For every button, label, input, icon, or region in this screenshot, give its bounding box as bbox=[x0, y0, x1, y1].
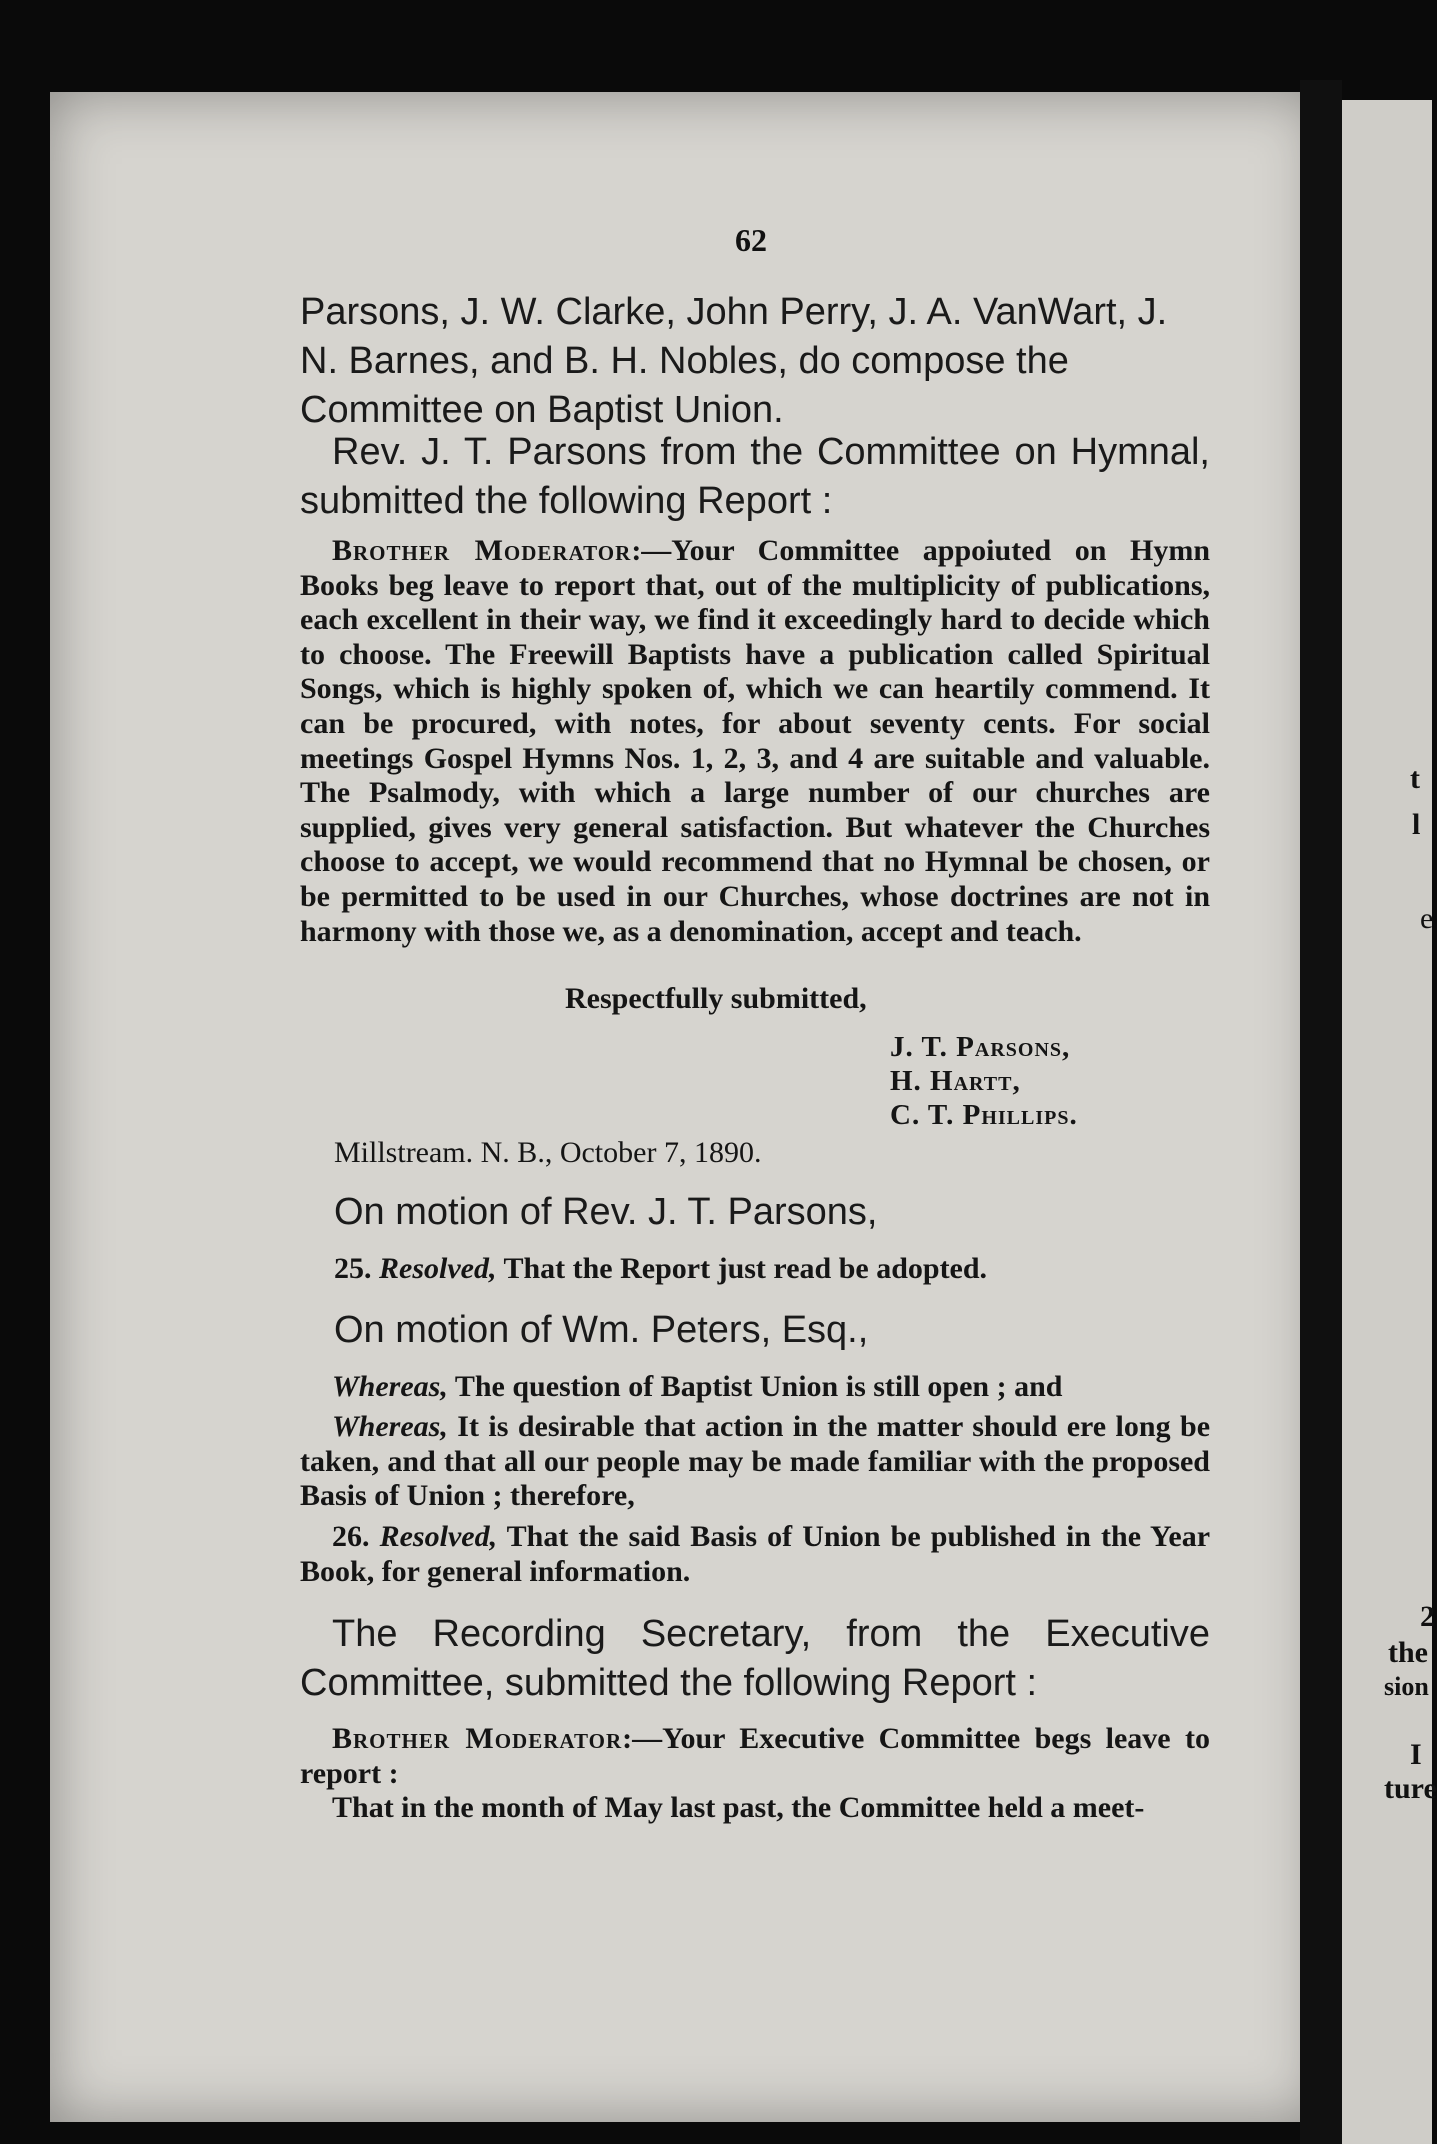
paragraph-executive-intro: The Recording Secretary, from the Executive Committee, submitted the following Report : bbox=[300, 1613, 1210, 1704]
salutation: Brother Moderator bbox=[332, 1722, 623, 1755]
whereas-2: Whereas, It is desirable that action in the matter should ere long be taken, and that all our people may be made familiar with the proposed Basis of Union ; therefore, bbox=[300, 1410, 1211, 1513]
adjacent-page-fragment: ture bbox=[1384, 1772, 1437, 1805]
signatories bbox=[890, 1030, 1078, 1132]
adjacent-page-fragment: l bbox=[1412, 808, 1421, 841]
adjacent-page-fragment: 2 bbox=[1420, 1600, 1435, 1633]
paragraph-hymnal-intro: Rev. J. T. Parsons from the Committee on Hymnal, submitted the following Report : bbox=[300, 431, 1210, 522]
report-line: That in the month of May last past, the Committee held a meet- bbox=[332, 1791, 1145, 1825]
report-body: :—Your Committee appoiuted on Hymn Books beg leave to report that, out of the multiplicity of publications, each excellent in their way, we find it exceedingly hard to decide which to choose. The Freewill Baptists have a publication called Spiritual Songs, which is highly spoken of, which we can heartily commend. It can be procured, with notes, for about seventy cents. For social meetings Gospel Hymns Nos. 1, 2, 3, and 4 are suitable and valuable. The Psalmody, with which a large number of our churches are supplied, gives very general satisfaction. But whatever the Churches choose to accept, we would recommend that no Hymnal be chosen, or be permitted to be used in our Churches, whose doctrines are not in harmony with those we, as a denomination, accept and teach. bbox=[300, 534, 1211, 948]
resolution-25: 25. Resolved, That the Report just read be adopted. bbox=[334, 1252, 988, 1285]
executive-report bbox=[300, 1722, 1210, 1826]
adjacent-page-fragment: t bbox=[1410, 762, 1420, 795]
motion-parsons: On motion of Rev. J. T. Parsons, bbox=[334, 1191, 878, 1233]
hymnal-report bbox=[300, 534, 1210, 949]
motion-peters: On motion of Wm. Peters, Esq., bbox=[334, 1309, 869, 1351]
adjacent-page-edge bbox=[1342, 100, 1432, 2144]
whereas-1: Whereas, The question of Baptist Union is still open ; and bbox=[332, 1370, 1063, 1403]
page-number: 62 bbox=[735, 222, 767, 258]
signatory: C. T. Phillips. bbox=[890, 1099, 1078, 1131]
resolution-26: 26. Resolved, That the said Basis of Union be published in the Year Book, for general information. bbox=[300, 1520, 1211, 1588]
paragraph-committee-list: Parsons, J. W. Clarke, John Perry, J. A. VanWart, J. N. Barnes, and B. H. Nobles, do compose the Committee on Baptist Union. bbox=[300, 291, 1168, 431]
adjacent-page-fragment: the bbox=[1388, 1636, 1428, 1669]
signatory: H. Hartt, bbox=[890, 1065, 1021, 1097]
book-gutter bbox=[1300, 80, 1342, 2144]
closing: Respectfully submitted, bbox=[565, 982, 867, 1015]
adjacent-page-fragment: e bbox=[1420, 902, 1434, 935]
adjacent-page-fragment: sion bbox=[1384, 1672, 1429, 1701]
salutation: Brother Moderator bbox=[332, 534, 632, 567]
report-body: :—Your Executive Committee begs leave to report : bbox=[300, 1722, 1210, 1790]
place-date: Millstream. N. B., October 7, 1890. bbox=[334, 1136, 762, 1169]
signatory: J. T. Parsons, bbox=[890, 1031, 1071, 1063]
adjacent-page-fragment: I bbox=[1410, 1738, 1422, 1771]
